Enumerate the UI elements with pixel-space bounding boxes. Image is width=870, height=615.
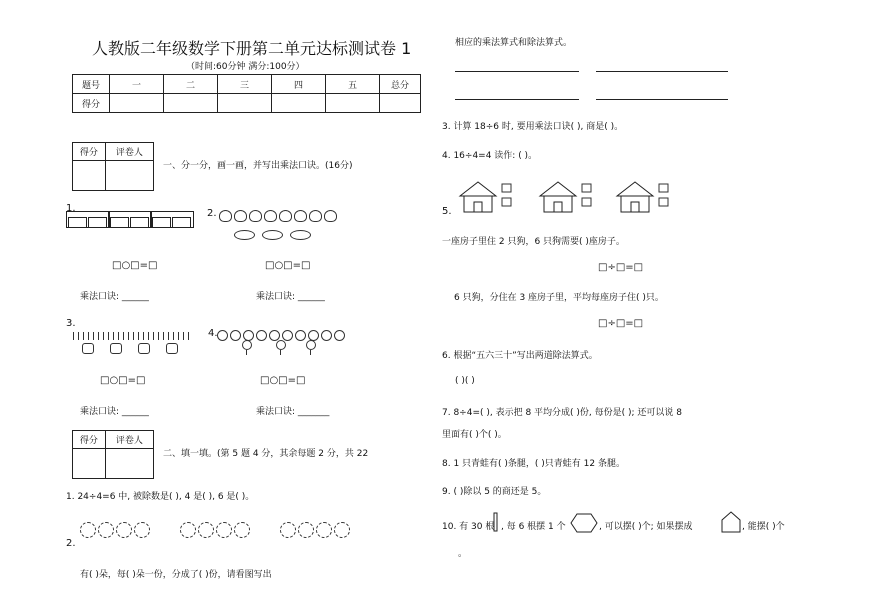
score-cell[interactable] (326, 94, 380, 113)
score-col-2: 二 (164, 75, 218, 94)
answer-line[interactable] (455, 71, 579, 72)
s2-question-2: 有( )朵，每( )朵一份，分成了( )份，请看图写出 (80, 570, 272, 580)
flower-icon (334, 522, 350, 538)
pencil-group (108, 211, 152, 228)
ball-icon (230, 330, 241, 341)
grader-box (72, 430, 154, 479)
r-q10-a: 10. 有 30 根 (442, 522, 495, 532)
score-col-1: 一 (110, 75, 164, 94)
rhyme-answer[interactable]: 乘法口诀: ______ (80, 292, 149, 302)
flower-icon (134, 522, 150, 538)
score-col-3: 三 (218, 75, 272, 94)
house-icon (615, 180, 675, 214)
division-formula-box[interactable]: □÷□=□ (598, 318, 644, 329)
division-formula-box[interactable]: □÷□=□ (598, 262, 644, 273)
score-row-label: 得分 (73, 94, 110, 113)
rhyme-answer[interactable]: 乘法口诀: ______ (80, 407, 149, 417)
formula-box[interactable]: □○□=□ (100, 375, 146, 386)
formula-box[interactable]: □○□=□ (112, 260, 158, 271)
score-col-total: 总分 (380, 75, 421, 94)
grader-name-cell[interactable] (105, 161, 153, 191)
bowl-icon (290, 230, 311, 240)
ball-icon (334, 330, 345, 341)
r-question-9: 9. ( )除以 5 的商还是 5。 (442, 487, 547, 497)
score-cell[interactable] (272, 94, 326, 113)
balloon-icon (294, 210, 307, 222)
grader-score-cell[interactable] (73, 449, 106, 479)
section1-heading: 一、分一分，画一画，并写出乘法口诀。(16分) (163, 161, 353, 171)
score-cell[interactable] (380, 94, 421, 113)
r-q10-b: , 每 6 根摆 1 个 (501, 522, 566, 532)
ball-icon (256, 330, 267, 341)
answer-line[interactable] (596, 71, 728, 72)
s2-q2-number: 2. (66, 538, 76, 549)
flower-icon (116, 522, 132, 538)
grader-name-label: 评卷人 (105, 431, 153, 449)
q3-number: 3. (66, 318, 76, 329)
dog-icon (110, 343, 122, 354)
bowl-icon (262, 230, 283, 240)
pencil-icon (68, 217, 87, 228)
score-cell[interactable] (164, 94, 218, 113)
flower-icon (280, 522, 296, 538)
pencil-icon (152, 217, 171, 228)
r-question-7a: 7. 8÷4=( ), 表示把 8 平均分成( )份, 每份是( ); 还可以说 8 (442, 408, 683, 418)
formula-box[interactable]: □○□=□ (265, 260, 311, 271)
hexagon-icon (570, 512, 598, 534)
exam-meta: （时间:60分钟 满分:100分） (186, 62, 305, 72)
page-title: 人教版二年级数学下册第二单元达标测试卷 1 (92, 39, 412, 58)
house-icon (458, 180, 518, 214)
r-q5-a: 一座房子里住 2 只狗，6 只狗需要( )座房子。 (442, 237, 625, 247)
grader-name-label: 评卷人 (105, 143, 153, 161)
ball-icon (217, 330, 228, 341)
balloon-row (219, 207, 339, 226)
house-icon (538, 180, 598, 214)
score-table (72, 74, 421, 113)
r-intro: 相应的乘法算式和除法算式。 (455, 38, 573, 48)
flower-icon (234, 522, 250, 538)
child-icon (276, 340, 284, 354)
ball-icon (321, 330, 332, 341)
r-q6-blanks[interactable]: ( )( ) (455, 376, 475, 386)
flower-icon (98, 522, 114, 538)
r-q5-b: 6 只狗，分住在 3 座房子里，平均每座房子住( )只。 (454, 293, 664, 303)
balloon-icon (234, 210, 247, 222)
q2-number: 2. (207, 208, 217, 219)
score-row-label: 题号 (73, 75, 110, 94)
bowl-icon (234, 230, 255, 240)
balloon-icon (279, 210, 292, 222)
formula-box[interactable]: □○□=□ (260, 375, 306, 386)
r-question-7b: 里面有( )个( )。 (442, 430, 507, 440)
balloon-icon (249, 210, 262, 222)
r-q5-number: 5. (442, 206, 452, 217)
pencil-icon (110, 217, 129, 228)
dog-icon (82, 343, 94, 354)
stick-icon (492, 512, 500, 532)
flower-icon (216, 522, 232, 538)
pencil-group (66, 211, 110, 228)
grader-score-label: 得分 (73, 143, 106, 161)
dog-icon (166, 343, 178, 354)
score-cell[interactable] (110, 94, 164, 113)
child-icon (306, 340, 314, 354)
r-q10-c: , 可以摆( )个; 如果摆成 (599, 522, 693, 532)
grader-score-label: 得分 (73, 431, 106, 449)
house-shape-icon (720, 510, 742, 534)
answer-line[interactable] (596, 99, 728, 100)
r-question-6: 6. 根据“五六三十”写出两道除法算式。 (442, 351, 598, 361)
q4-number: 4. (208, 328, 218, 339)
r-question-8: 8. 1 只青蛙有( )条腿，( )只青蛙有 12 条腿。 (442, 459, 625, 469)
q1-number: 1. (66, 203, 76, 214)
r-q10-d: , 能摆( )个 (742, 522, 785, 532)
balloon-icon (324, 210, 337, 222)
flower-icon (198, 522, 214, 538)
rhyme-answer[interactable]: 乘法口诀: ______ (256, 292, 325, 302)
flower-icon (80, 522, 96, 538)
pencil-icon (88, 217, 107, 228)
flower-icon (316, 522, 332, 538)
score-col-5: 五 (326, 75, 380, 94)
r-question-3: 3. 计算 18÷6 时, 要用乘法口诀( ), 商是( )。 (442, 122, 624, 132)
r-question-4: 4. 16÷4=4 读作: ( )。 (442, 151, 538, 161)
balloon-icon (264, 210, 277, 222)
ball-icon (295, 330, 306, 341)
balloon-icon (309, 210, 322, 222)
s2-question-1: 1. 24÷4=6 中, 被除数是( ), 4 是( ), 6 是( )。 (66, 492, 255, 502)
grader-name-cell[interactable] (105, 449, 153, 479)
score-cell[interactable] (218, 94, 272, 113)
section2-heading: 二、填一填。(第 5 题 4 分，其余每题 2 分，共 22 (163, 449, 369, 459)
balloon-icon (219, 210, 232, 222)
grader-score-cell[interactable] (73, 161, 106, 191)
flower-icon (298, 522, 314, 538)
grader-box (72, 142, 154, 191)
pencil-group (150, 211, 194, 228)
flower-icon (180, 522, 196, 538)
answer-line[interactable] (455, 99, 579, 100)
dog-icon (138, 343, 150, 354)
r-q10-end: 。 (458, 549, 468, 559)
pencil-icon (130, 217, 149, 228)
child-icon (242, 340, 250, 354)
pencil-icon (172, 217, 191, 228)
stick-row (73, 325, 193, 344)
rhyme-answer[interactable]: 乘法口诀: _______ (256, 407, 330, 417)
score-col-4: 四 (272, 75, 326, 94)
